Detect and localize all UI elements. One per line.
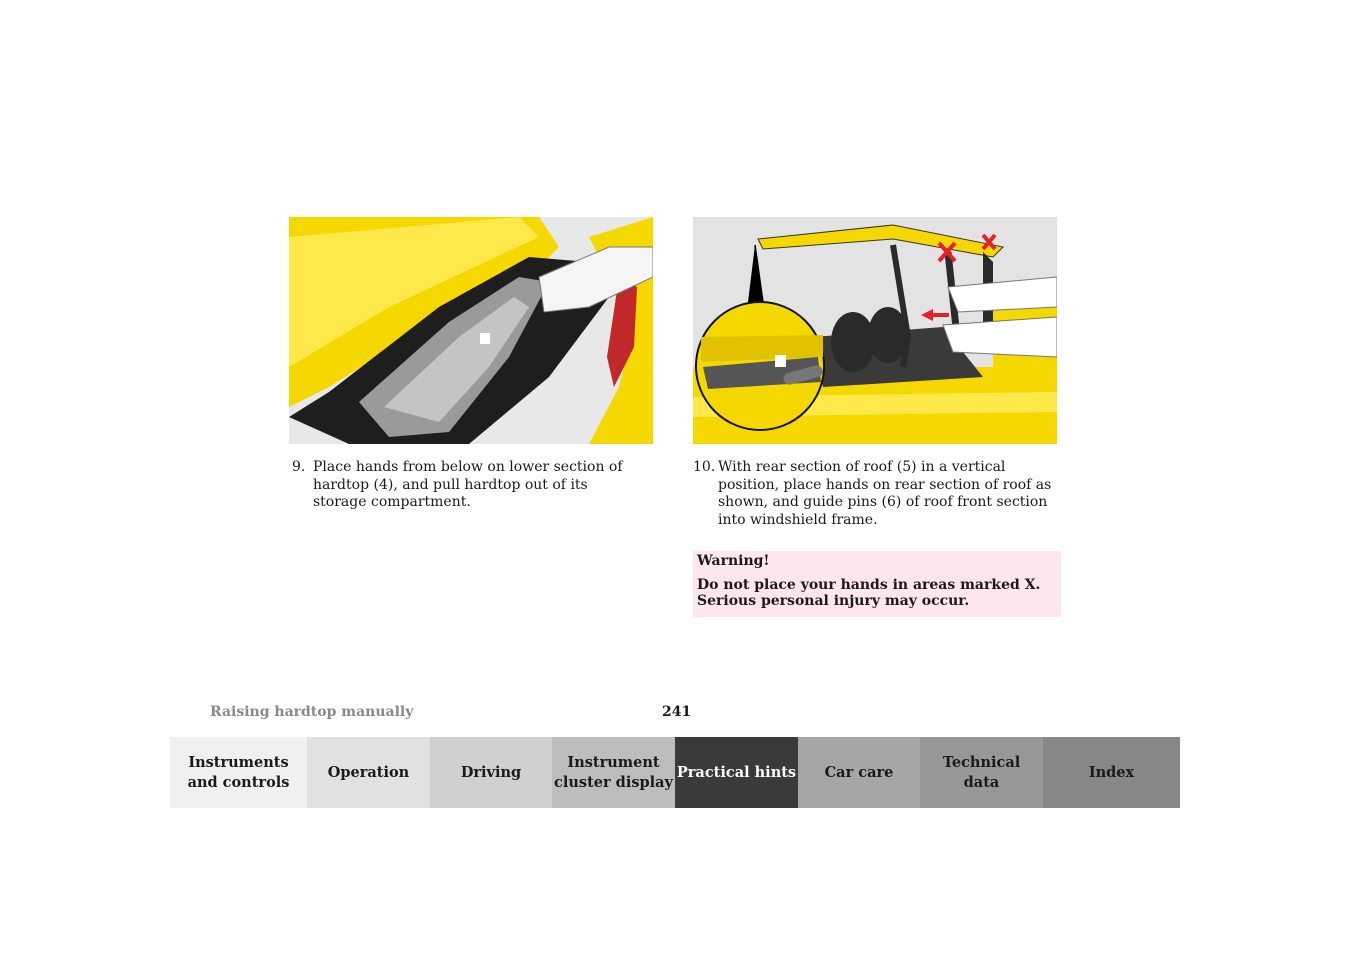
nav-tab-car-care[interactable]: Car care <box>798 737 920 808</box>
hardtop-storage-illustration <box>289 217 653 444</box>
page-number: 241 <box>662 704 692 720</box>
step-text: Place hands from below on lower section of hardtop (4), and pull hardtop out of its storage compartment. <box>313 459 623 510</box>
chapter-nav <box>170 737 1180 808</box>
nav-tab-index[interactable]: Index <box>1043 737 1180 808</box>
step-number: 10. <box>693 459 716 475</box>
callout-marker <box>775 355 786 367</box>
nav-tab-instruments-and-controls[interactable]: Instruments and controls <box>170 737 307 808</box>
figure-step-9 <box>289 217 653 444</box>
nav-tab-operation[interactable]: Operation <box>307 737 430 808</box>
nav-tab-practical-hints[interactable]: Practical hints <box>675 737 798 808</box>
warning-box <box>693 551 1061 617</box>
step-text: With rear section of roof (5) in a vertical position, place hands on rear section of roof as shown, and guide pins (6) of roof front section into windshield frame. <box>718 459 1052 528</box>
step-number: 9. <box>292 459 306 475</box>
nav-tab-driving[interactable]: Driving <box>430 737 552 808</box>
nav-tab-instrument-cluster-display[interactable]: Instrument cluster display <box>552 737 675 808</box>
roof-front-section-illustration <box>693 217 1057 444</box>
section-title: Raising hardtop manually <box>210 704 414 720</box>
warning-title: Warning! <box>697 553 770 569</box>
nav-tab-technical-data[interactable]: Technical data <box>920 737 1043 808</box>
callout-marker <box>480 333 490 344</box>
warning-body: Do not place your hands in areas marked X. Serious personal injury may occur. <box>697 577 1041 609</box>
figure-step-10 <box>693 217 1057 444</box>
